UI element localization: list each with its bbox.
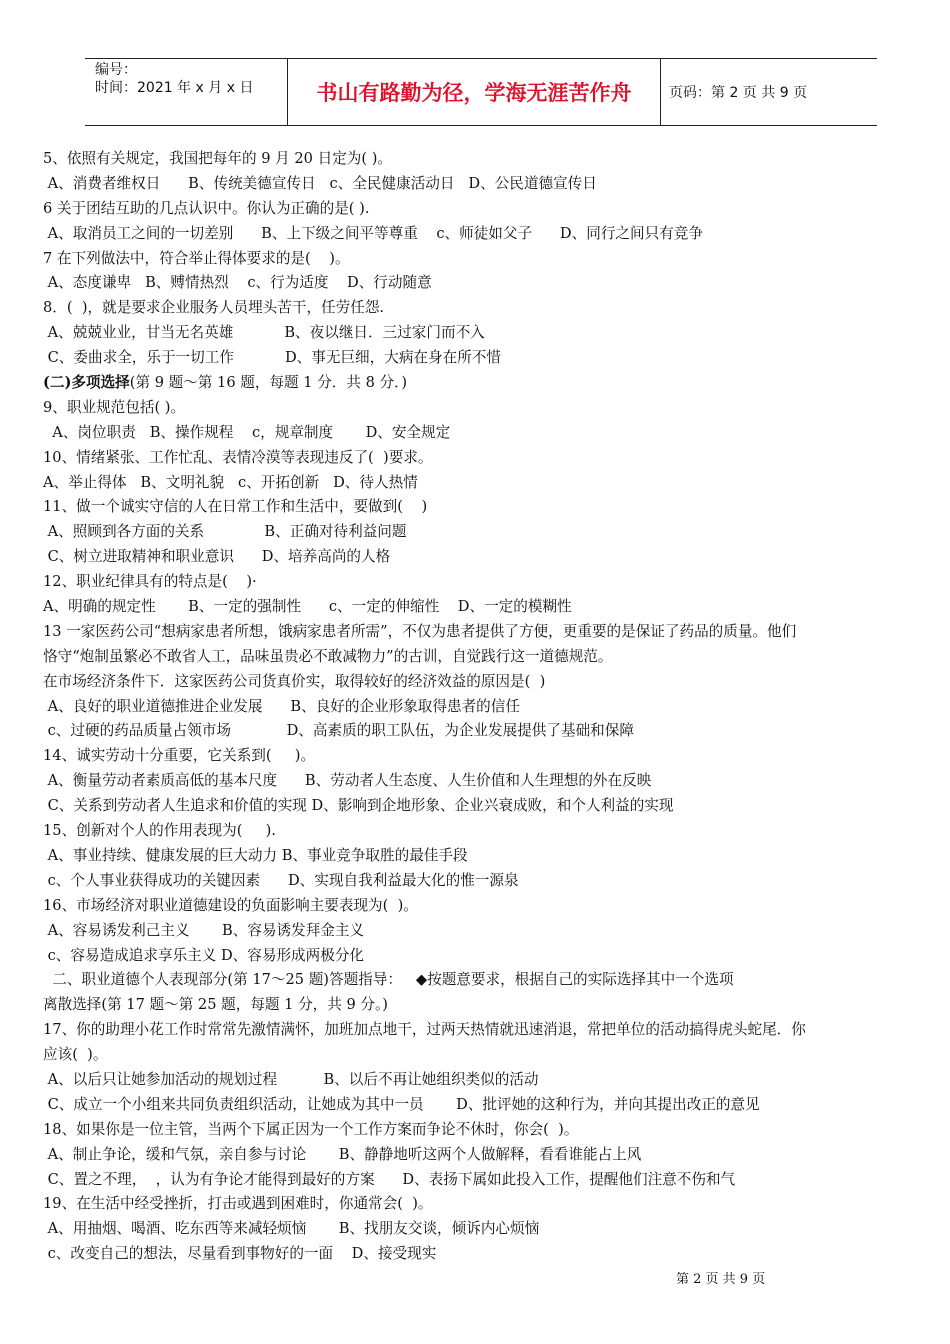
- text-line: 7 在下列做法中，符合举止得体要求的是( )。: [43, 249, 350, 267]
- text-line: 12、职业纪律具有的特点是( )·: [43, 573, 257, 591]
- text-line: c、过硬的药品质量占领市场 D、高素质的职工队伍，为企业发展提供了基础和保障: [43, 722, 634, 740]
- document-body: [43, 147, 923, 1267]
- header-meta: [85, 59, 288, 125]
- text-line: c、容易造成追求享乐主义 D、容易形成两极分化: [43, 946, 365, 964]
- text-line: C、树立进取精神和职业意识 D、培养高尚的人格: [43, 548, 391, 566]
- text-line: 恪守“炮制虽繁必不敢省人工，品味虽贵必不敢减物力”的古训，自觉践行这一道德规范。: [43, 647, 613, 665]
- text-line: 15、创新对个人的作用表现为( ).: [43, 822, 276, 840]
- text-line: A、制止争论，缓和气氛，亲自参与讨论 B、静静地听这两个人做解释，看看谁能占上风: [43, 1145, 642, 1163]
- text-line: 10、情绪紧张、工作忙乱、表情冷漠等表现违反了( )要求。: [43, 448, 433, 466]
- text-line: A、举止得体 B、文明礼貌 c、开拓创新 D、待人热情: [43, 473, 418, 491]
- text-line: C、关系到劳动者人生追求和价值的实现 D、影响到企地形象、企业兴衰成败，和个人利益的实现: [43, 797, 674, 815]
- text-line: c、改变自己的想法，尽量看到事物好的一面 D、接受现实: [43, 1245, 437, 1263]
- text-line: 二、职业道德个人表现部分(第 17～25 题)答题指导： ◆按题意要求，根据自己的实际选择其中一个选项: [43, 971, 734, 989]
- text-line: A、事业持续、健康发展的巨大动力 B、事业竞争取胜的最佳手段: [43, 846, 468, 864]
- text-line: c、个人事业获得成功的关键因素 D、实现自我利益最大化的惟一源泉: [43, 871, 519, 889]
- text-line: 在市场经济条件下．这家医药公司货真价实，取得较好的经济效益的原因是( ): [43, 672, 546, 690]
- text-line: A、以后只让她参加活动的规划过程 B、以后不再让她组织类似的活动: [43, 1070, 539, 1088]
- text-line: C、委曲求全，乐于一切工作 D、事无巨细，大病在身在所不惜: [43, 349, 501, 367]
- text-line: 17、你的助理小花工作时常常先激情满怀，加班加点地干，过两天热情就迅速消退，常把单位的活动搞得虎头蛇尾．你: [43, 1021, 806, 1039]
- text-line: 应该( )。: [43, 1046, 108, 1064]
- text-line: 9、职业规范包括( )。: [43, 398, 186, 416]
- serial-label: 编号：: [95, 62, 137, 78]
- text-line: A、容易诱发利己主义 B、容易诱发拜金主义: [43, 921, 365, 939]
- text-line: 11、做一个诚实守信的人在日常工作和生活中，要做到( ): [43, 498, 428, 516]
- text-line: A、良好的职业道德推进企业发展 B、良好的企业形象取得患者的信任: [43, 697, 520, 715]
- text-line: A、明确的规定性 B、一定的强制性 c、一定的伸缩性 D、一定的模糊性: [43, 598, 572, 616]
- text-line: A、兢兢业业，甘当无名英雄 B、夜以继日．三过家门而不入: [43, 324, 485, 342]
- page-header: [85, 58, 877, 126]
- text-line: 19、在生活中经受挫折，打击或遇到困难时，你通常会( )。: [43, 1195, 433, 1213]
- section-heading: (二)多项选择: [43, 374, 130, 392]
- text-line: C、置之不理， ，认为有争论才能得到最好的方案 D、表扬下属如此投入工作，提醒他们注意不伤和气: [43, 1170, 736, 1188]
- text-line: A、照顾到各方面的关系 B、正确对待利益问题: [43, 523, 407, 541]
- text-line: 13 一家医药公司“想病家患者所想，饿病家患者所需”，不仅为患者提供了方便，更重要的是保证了药品的质量。他们: [43, 622, 797, 640]
- text-line: 18、如果你是一位主管，当两个下属正因为一个工作方案而争论不休时，你会( )。: [43, 1120, 579, 1138]
- text-line: A、取消员工之间的一切差别 B、上下级之间平等尊重 c、师徒如父子 D、同行之间只有竞争: [43, 224, 703, 242]
- text-line: A、衡量劳动者素质高低的基本尺度 B、劳动者人生态度、人生价值和人生理想的外在反映: [43, 772, 652, 790]
- text-line: A、岗位职责 B、操作规程 c，规章制度 D、安全规定: [43, 423, 451, 441]
- time-label: 时间：2021 年 x 月 x 日: [95, 80, 254, 96]
- text-line: C、成立一个小组来共同负责组织活动，让她成为其中一员 D、批评她的这种行为，并向其提出改正的意见: [43, 1095, 760, 1113]
- text-line: 16、市场经济对职业道德建设的负面影响主要表现为( )。: [43, 896, 418, 914]
- text-line: (二)多项选择(第 9 题～第 16 题，每题 1 分．共 8 分．): [43, 374, 408, 392]
- text-line: 8．( )，就是要求企业服务人员埋头苦干，任劳任怨.: [43, 299, 385, 317]
- header-page-info: 页码：第 2 页 共 9 页: [669, 85, 808, 101]
- page-footer: 第 2 页 共 9 页: [676, 1272, 766, 1287]
- text-line: 6 关于团结互助的几点认识中。你认为正确的是( ).: [43, 199, 370, 217]
- text-line: A、用抽烟、喝酒、吃东西等来减轻烦恼 B、找朋友交谈，倾诉内心烦恼: [43, 1220, 540, 1238]
- text-line: 5、依照有关规定，我国把每年的 9 月 20 日定为( )。: [43, 150, 393, 167]
- header-motto: 书山有路勤为径，学海无涯苦作舟: [288, 59, 661, 125]
- text-line: A、态度谦卑 B、赙情热烈 c、行为适度 D、行动随意: [43, 274, 432, 292]
- text-line: 离散选择(第 17 题～第 25 题，每题 1 分，共 9 分。): [43, 996, 389, 1014]
- text-line: A、消费者维权日 B、传统美德宣传日 c、全民健康活动日 D、公民道德宣传日: [43, 174, 597, 192]
- text-line: 14、诚实劳动十分重要，它关系到( )。: [43, 747, 316, 765]
